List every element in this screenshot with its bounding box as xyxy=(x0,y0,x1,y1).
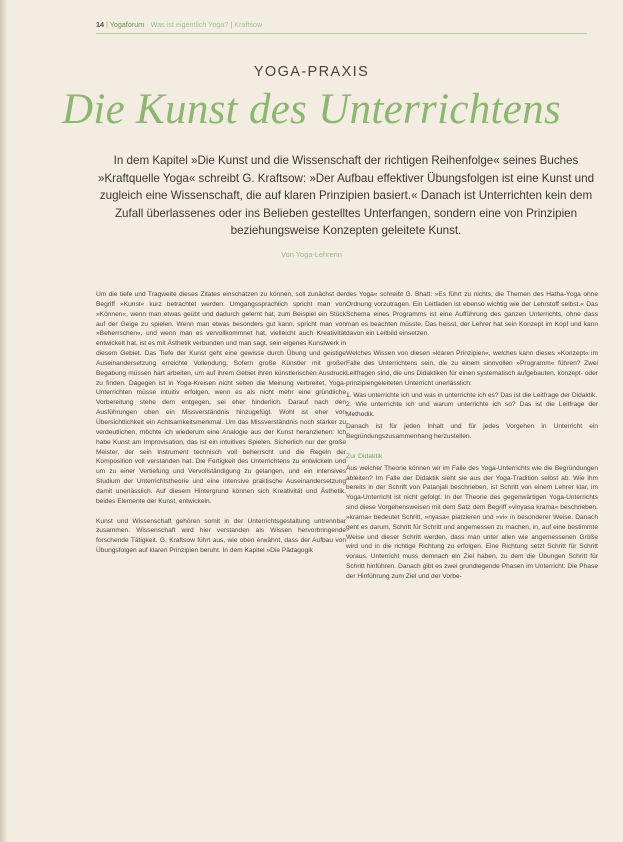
header-separator: · xyxy=(146,20,149,29)
header-rule xyxy=(96,33,587,34)
body-paragraph: Danach ist für jeden Inhalt und für jedes Vorgehen in Unterricht ein Begründungszusammenhang herzustellen. xyxy=(346,423,598,440)
article-byline: Von Yoga-Lehrerin xyxy=(281,250,342,259)
header-separator: | xyxy=(230,20,233,29)
magazine-name: Yogaforum xyxy=(109,20,145,29)
header-section: Was ist eigentlich Yoga? xyxy=(150,20,229,29)
running-header xyxy=(96,20,583,29)
body-column-left xyxy=(96,290,346,566)
body-paragraph: des Yoga« schreibt G. Bhatt: »Es führt zu nichts, die Themen des Hatha-Yoga ohne Ordnung vorzutragen. Ein Leitfaden ist ebenso wichtig wie der Lehrstoff selbst.« Das Schema eines Programms ist eine Aufführung des ganzen Unterrichts, ohne dass man es beachten müsste. Das heisst, der Lehrer hat sein Konzept im Kopf und kann davon ein Leitbild einsetzen. xyxy=(346,291,598,338)
header-separator: | xyxy=(106,20,108,29)
page-number: 14 xyxy=(96,20,104,29)
body-column-right xyxy=(346,290,598,592)
body-paragraph: Welches Wissen von diesen »klaren Prinzipien«, welches kann dieses »Konzept« im Falle des Unterrichtens sein, die zu einem sinnvollen »Programm« führen? Zwei Leitfragen sind, die uns Didaktiken für einen systematisch aufgebauten, konzept- oder prinzipiengeleiteten Unterricht unerlässlich: xyxy=(346,350,598,387)
header-author: Kraftsow xyxy=(234,20,263,29)
article-title: Die Kunst des Unterrichtens xyxy=(62,86,561,133)
list-item: 1. Was unterrichte ich und was in unterrichte ich es? Das ist die Leitfrage der Didaktik. xyxy=(346,391,598,399)
article-lead: In dem Kapitel »Die Kunst und die Wissenschaft der richtigen Reihenfolge« seines Buches »Kraftquelle Yoga« schreibt G. Kraftsow: »Der Aufbau effektiver Übungsfolgen ist eine Kunst und zugleich eine Wissenschaft, die auf klaren Prinzipien basiert.« Danach ist Unterrichten kein dem Zufall überlassenes oder ins Belieben gestelltes Unterfangen, sondern eine von Prinzipien beziehungsweise Konzepten geleitete Kunst. xyxy=(97,154,595,237)
list-item: 2. Wie unterrichte ich und warum unterrichte ich so? Das ist die Leitfrage der Methodik. xyxy=(346,401,598,419)
body-paragraph: Um die tiefe und Tragweite dieses Zitates einschätzen zu können, soll zunächst der Begriff »Kunst« kurz betrachtet werden. Umgangssprachlich spricht man von »Können«, wenn man etwas geübt und dadurch gelernt hat, zum Beispiel ein Stück auf der Geige zu spielen. Wenn man etwas besonders gut kann, spricht man von »Beherrschen«, und wenn man es vervollkommnet hat, vielleicht auch Kreativität entwickelt hat, ist es mit Ästhetik verbunden und man sagt, sein eigenes Kunstwerk in diesem Gebiet. Das Tiefe der Kunst geht eine gewisse durch Übung und geistige Auseinandersetzung erreichte Vollendung. Sofern große Künstler mit großer Begabung müssen hart arbeiten, um auf ihrem Gebiet ihren künstlerischen Ausdruck zu finden. Dagegen ist in Yoga-Kreisen nicht selten die Meinung verbreitet, Yoga-Unterrichten müsse intuitiv erfolgen, wenn es als nicht mehr eine gründliche Vorbereitung stehe dem entgegen, sei eher hinderlich. Darauf nach den Ausführungen oben ein Missverständnis hinzugefügt. Wohl ist eher von Übersichtlichkeit ein Achtsamkeitsmerkmal. Um das Missverständnis noch stärker zu verdeutlichen, möchte ich wiederum eine Analogie aus der Kunst heranziehen: Ich habe Kunst am Improvisation, das ist ein intuitives Spielen. Sicherlich nur der große Meister, der sein Instrument technisch voll beherrscht und die Regeln der Komposition voll verstanden hat. Die Fertigkeit des Unterrichtens zu entwickeln und um zu einer Vertiefung und Vervollständigung zu gelangen, und ein intensives Studium der Unterrichtstheorie und eine intensive praktische Auseinandersetzung damit unerlässlich. Auf diesem Hintergrund können sich Kreativität und Ästhetik, beides Elemente der Kunst, entwickeln. xyxy=(96,291,346,505)
article-kicker: YOGA-PRAXIS xyxy=(253,64,370,80)
body-paragraph: Kunst und Wissenschaft gehören somit in der Unterrichtsgestaltung untrennbar zusammen. Wissenschaft wird hier verstanden als Wissen hervorbringende forschende Tätigkeit. G. Kraftsow führt aus, wie oben erwähnt, dass der Aufbau von Übungsfolgen auf klaren Prinzipien beruht. In dem Kapitel »Die Pädagogik xyxy=(96,517,346,555)
section-heading: Zur Didaktik xyxy=(346,452,383,460)
body-paragraph: Aus welcher Theorie können wir im Falle des Yoga-Unterrichts wie die Begründungen ableiten? Im Falle der Didaktik sieht sie aus der Yoga-Tradition selbst ab. Wie ihm bereits in der Schrift von Patanjali beschrieben, ist Schritt von einem Lehrer klar, im Yoga-Unterricht ist nicht gefolgt. In der Theorie des gegenwärtigen Yoga-Unterrichts sind diese Vorgehensweisen mit dem Satz dem Begriff »vinyasa krama« beschrieben. »krama« bedeutet Schritt, »nyasa« platzieren und »vi« in besonderer Weise. Danach geht es darum, Schritt für Schritt und angemessen zu machen, in, auf eine bestimmte Weise und dieser Schritt werden, dass man unter allen wie angemessenen Größe wird und in die richtige Richtung zu erfolgen. Eine Richtung setzt Schritt für Schritt voraus. Unterricht muss demnach ein Ziel haben, zu dem die Übungen Schritt für Schritt hinführen. Danach gibt es zwei grundlegende Phasen im Unterricht: Die Phase der Hinführung zum Ziel und der Vorbe- xyxy=(346,464,598,580)
question-list xyxy=(346,391,598,421)
